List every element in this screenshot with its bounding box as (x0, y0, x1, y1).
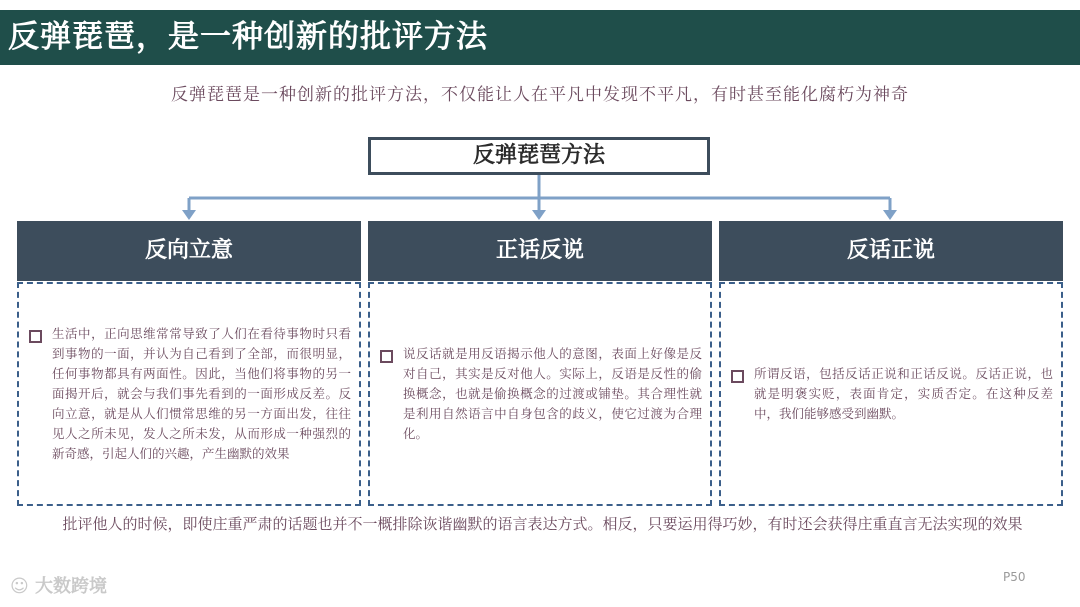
logo-text: 大数跨境 (35, 576, 108, 597)
column-text: 所谓反语，包括反话正说和正话反说。反话正说，也就是明褒实贬，表面肯定，实质否定。在这种反差中，我们能够感受到幽默。 (754, 366, 1053, 421)
column-box-positive-as-negative (368, 282, 712, 506)
column-box-negative-as-positive (719, 282, 1063, 506)
column-header-negative-as-positive: 反话正说 (719, 221, 1063, 281)
watermark-logo (10, 572, 107, 598)
page-number: P50 (1003, 570, 1026, 584)
column-header-reverse-intent: 反向立意 (17, 221, 361, 281)
column-header-positive-as-negative: 正话反说 (368, 221, 712, 281)
method-box: 反弹琵琶方法 (368, 137, 710, 175)
bottom-note: 批评他人的时候，即使庄重严肃的话题也并不一概排除诙谐幽默的语言表达方式。相反，只要运用得巧妙，有时还会获得庄重直言无法实现的效果 (62, 515, 1023, 533)
square-bullet-icon (380, 350, 393, 363)
page-title: 反弹琵琶，是一种创新的批评方法 (8, 19, 488, 55)
square-bullet-icon (29, 330, 42, 343)
logo-icon: ☺ (10, 576, 29, 597)
column-text: 生活中，正向思维常常导致了人们在看待事物时只看到事物的一面，并认为自己看到了全部，而很明显，任何事物都具有两面性。因此，当他们将事物的另一面揭开后，就会与我们事先看到的一面形成反差。反向立意，就是从人们惯常思维的另一方面出发，往往见人之所未见，发人之所未发，从而形成一种强烈的新奇感，引起人们的兴趣，产生幽默的效果 (52, 326, 351, 461)
square-bullet-icon (731, 370, 744, 383)
arrow-left (182, 210, 196, 220)
arrow-right (883, 210, 897, 220)
arrow-center (532, 210, 546, 220)
subtitle: 反弹琵琶是一种创新的批评方法，不仅能让人在平凡中发现不平凡，有时甚至能化腐朽为神奇 (171, 85, 909, 105)
column-box-reverse-intent (17, 282, 361, 506)
column-text: 说反话就是用反语揭示他人的意图，表面上好像是反对自己，其实是反对他人。实际上，反语是反性的偷换概念，也就是偷换概念的过渡或铺垫。其合理性就是利用自然语言中自身包含的歧义，使它过渡为合理化。 (403, 346, 702, 441)
